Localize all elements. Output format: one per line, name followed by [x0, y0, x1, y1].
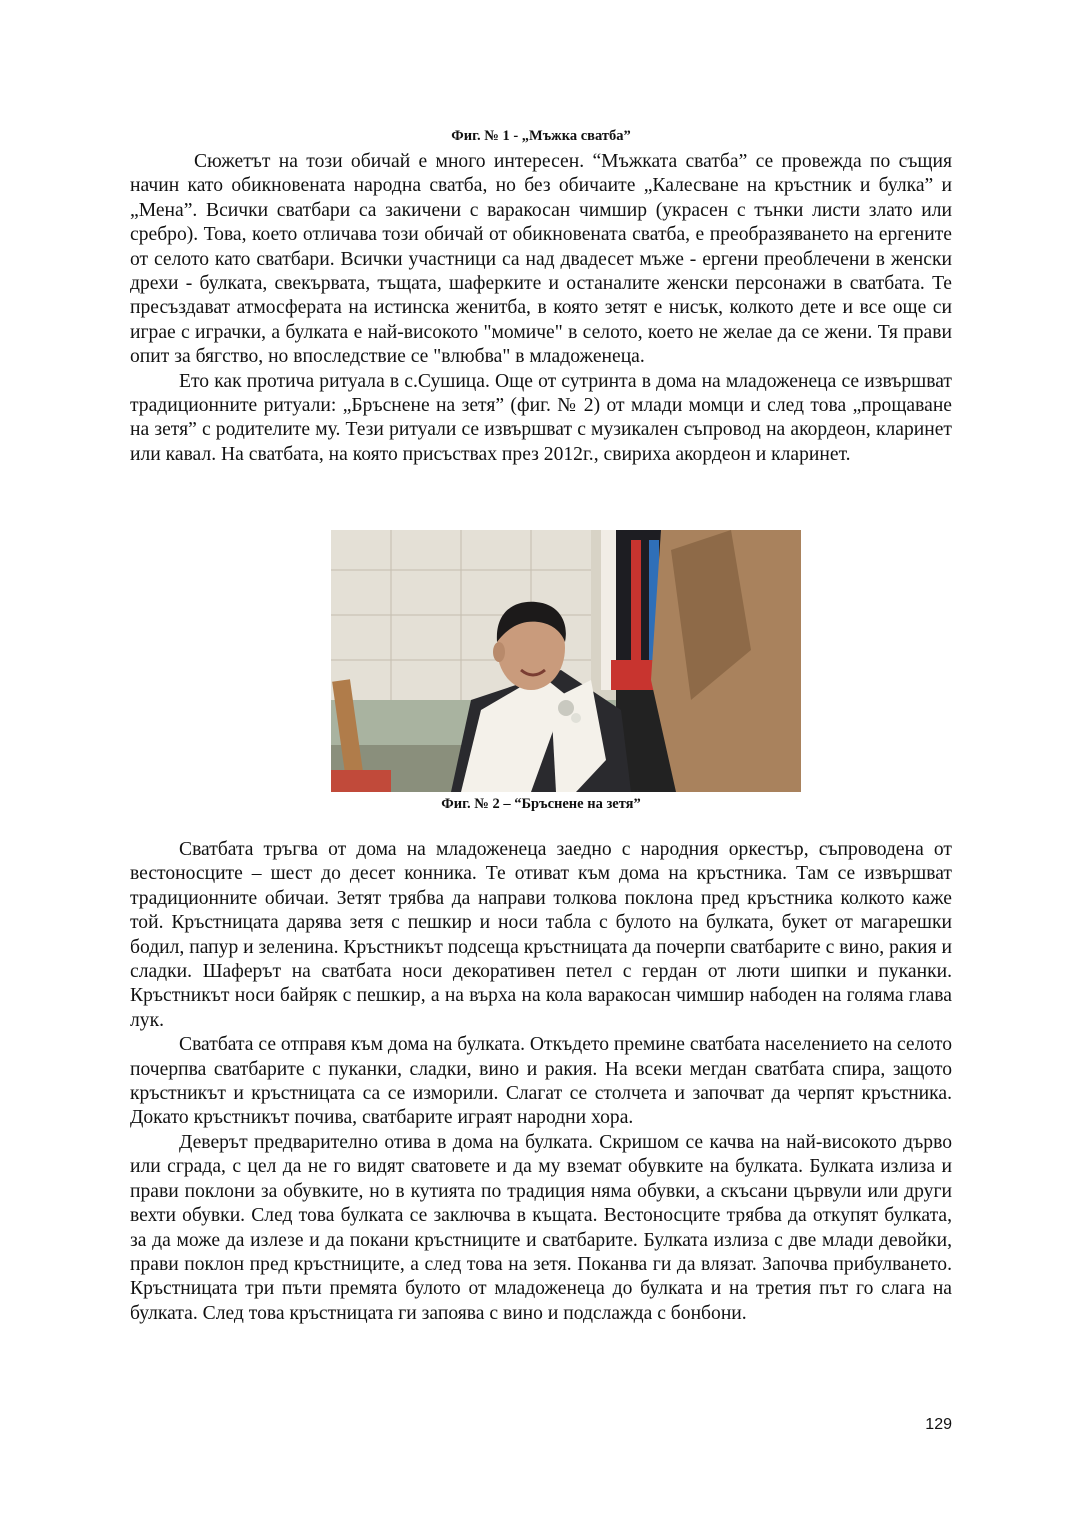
figure-1-title: Фиг. № 1 - „Мъжка сватба” — [451, 128, 631, 144]
paragraph: Сватбата се отправя към дома на булката. Откъдето премине сватбата населението на селото почерпва сватбарите с пуканки, сладки, вино и ракия. На всеки мегдан сватбата спира, защото кръстникът и кръстницата са се изморили. Слагат се столчета и започват да черпят кръстника. Докато кръстникът почива, сватбарите играят народни хора. — [130, 1034, 952, 1129]
paragraph: Ето как протича ритуала в с.Сушица. Още от сутринта в дома на младоженеца се извършват традиционните ритуали: „Бръснене на зетя” (фиг. № 2) от млади момци и след това „прощаване на зетя” с родителите му. Тези ритуали се извършват с музикален съпровод на акордеон, кларинет или кавал. На сватбата, на която присъствах през 2012г., свириха акордеон и кларинет. — [130, 370, 952, 465]
paragraph: Сватбата тръгва от дома на младоженеца заедно с народния оркестър, съпроводена от вестоносците – шест до десет конника. Те отиват към дома на кръстника. Там се извършват традиционните обичаи. Зетят трябва да направи толкова поклона пред кръстника колкото каже той. Кръстницата дарява зетя с пешкир и носи табла с булото на булката, букет от магарешки бодил, папур и зеленина. Кръстникът подсеща кръстницата да почерпи сватбарите с вино, ракия и сладки. Шаферът на сватбата носи декоративен петел с гердан от люти шипки и пуканки. Кръстникът носи байряк с пешкир, а на върха на кола варакосан чимшир набоден на голяма глава лук. — [130, 839, 952, 1031]
figure-2-photo — [331, 530, 801, 792]
paragraph: Сюжетът на този обичай е много интересен. “Мъжката сватба” се провежда по същия начин като обикновената народна сватба, но без обичаите „Калесване на кръстник и булка” и „Мена”. Всички сватбари са закичени с варакосан чимшир (украсен с тънки листи злато или сребро). Това, което отличава този обичай от обикновената сватба, е преобразяването на ергените от селото като сватбари. Всички участници са над двадесет мъже - ергени преоблечени в женски дрехи - булката, свекървата, тъщата, шаферките и останалите женски персонажи в сватбата. Те пресъздават атмосферата на истинска женитба, в която зетят е нисък, колкото дете и все още си играе с играчки, а булката е най-високото "момиче" в селото, което не желае да се жени. Тя прави опит за бягство, но впоследствие се "влюбва" в младоженеца. — [130, 151, 952, 368]
paragraph: Деверът предварително отива в дома на булката. Скришом се качва на най-високото дърво или сграда, с цел да не го видят сватовете и да му вземат обувките на булката. Булката излиза и прави поклони за обувките, но в кутията по традиция няма обувки, а скъсани цървули или други вехти обувки. След това булката се заключва в къщата. Вестоносците трябва да откупят булката, за да може да излезе и да покани кръстниците и сватбарите. Булката излиза с две млади девойки, прави поклон пред кръстниците, а след това на зетя. Поканва ги да влязат. Започва прибулването. Кръстницата три пъти премята булото от младоженеца до булката и на третия път го слага на булката. След това кръстницата ги запоява с вино и подслажда с бонбони. — [130, 1131, 952, 1324]
text-block-top — [130, 150, 952, 467]
text-block-bottom — [130, 838, 952, 1326]
figure-2-caption: Фиг. № 2 – “Бръснене на зетя” — [441, 796, 641, 812]
page-number: 129 — [925, 1416, 952, 1433]
